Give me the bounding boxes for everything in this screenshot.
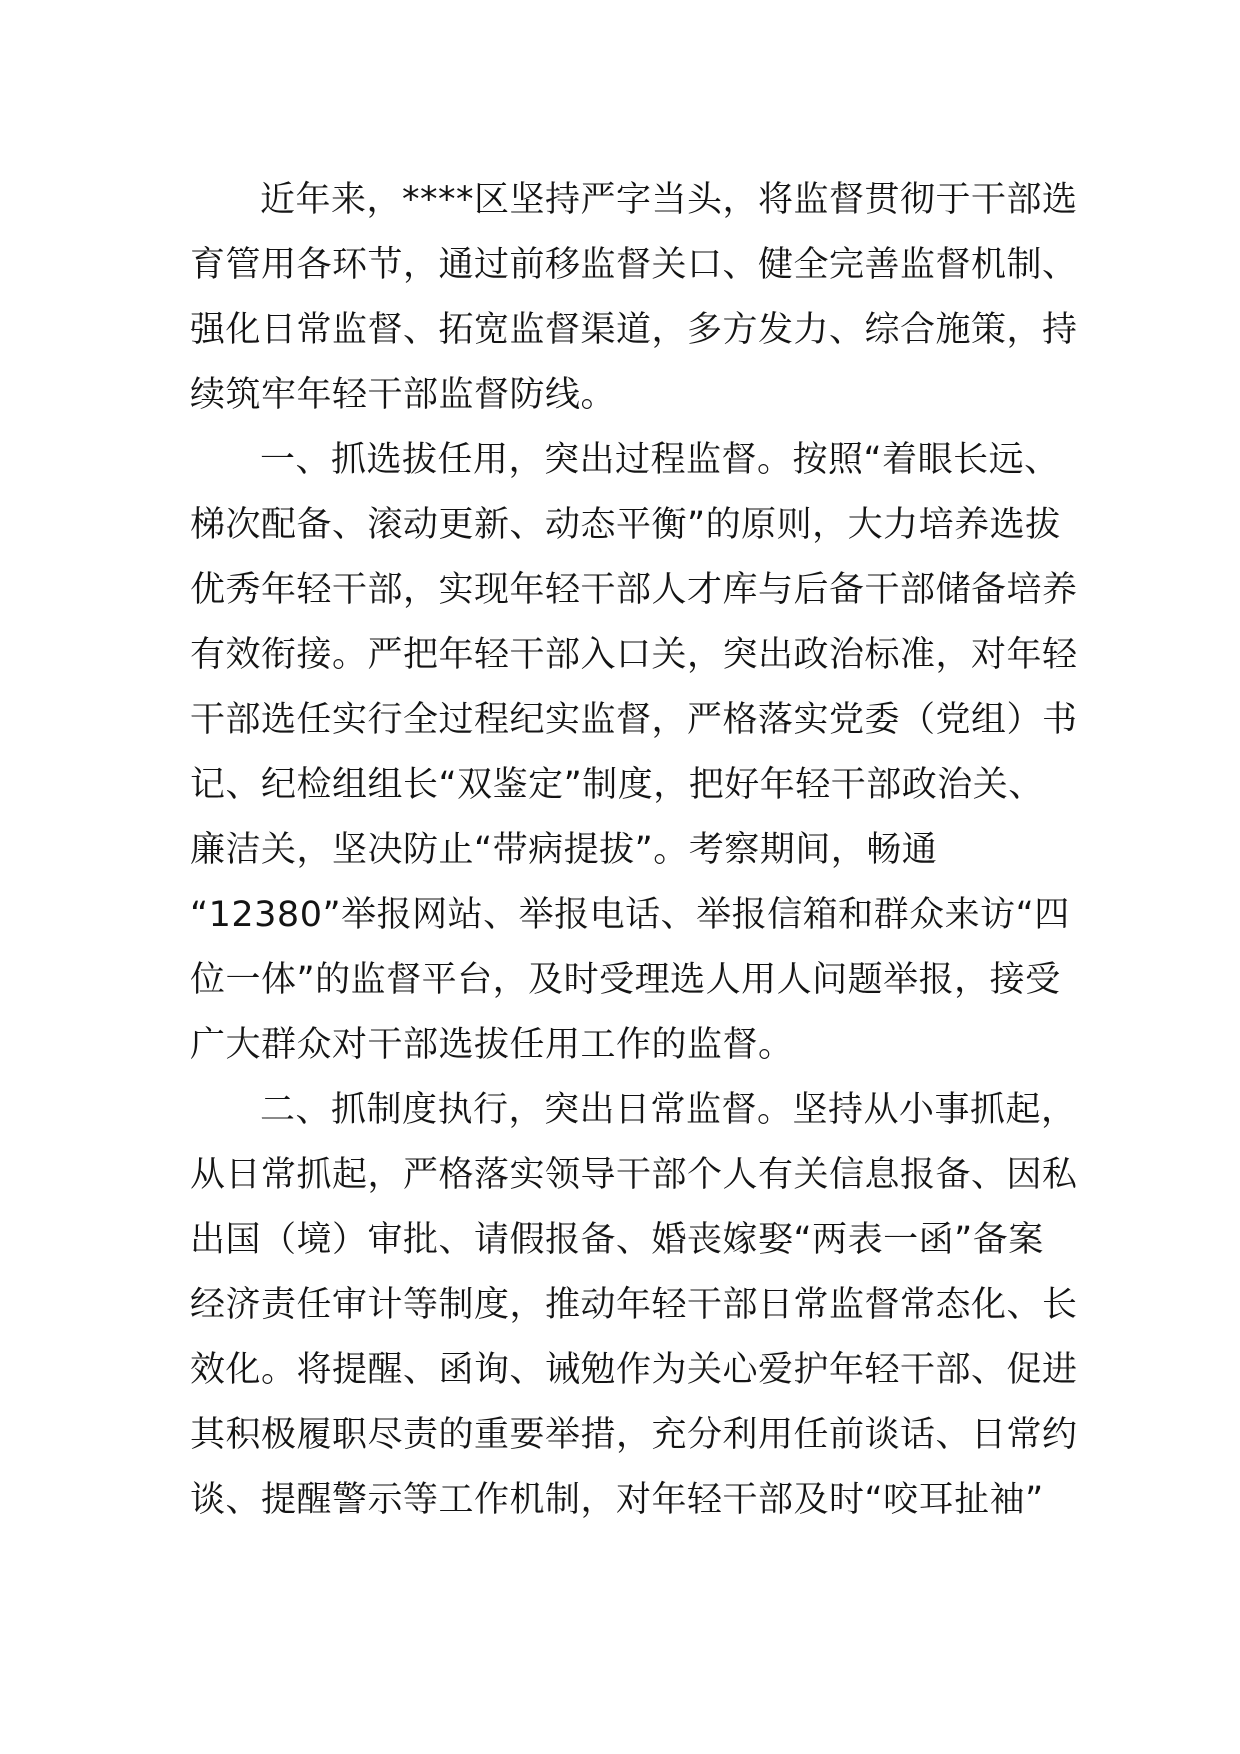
text-line: 强化日常监督、拓宽监督渠道，多方发力、综合施策，持 xyxy=(190,310,1078,350)
text-line: 其积极履职尽责的重要举措，充分利用任前谈话、日常约 xyxy=(190,1415,1078,1455)
text-line: 位一体”的监督平台，及时受理选人用人问题举报，接受 xyxy=(190,960,1061,1000)
text-line: “12380”举报网站、举报电话、举报信箱和群众来访“四 xyxy=(190,895,1070,935)
text-line: 续筑牢年轻干部监督防线。 xyxy=(190,375,617,415)
text-line: 经济责任审计等制度，推动年轻干部日常监督常态化、长 xyxy=(190,1285,1078,1325)
text-line: 广大群众对干部选拔任用工作的监督。 xyxy=(190,1025,794,1065)
text-line: 记、纪检组组长“双鉴定”制度，把好年轻干部政治关、 xyxy=(190,765,1044,805)
text-line: 近年来，****区坚持严字当头，将监督贯彻于干部选 xyxy=(260,180,1078,220)
text-line: 梯次配备、滚动更新、动态平衡”的原则，大力培养选拔 xyxy=(190,505,1061,545)
paragraph-section-2 xyxy=(190,1078,1078,1533)
text-line: 廉洁关，坚决防止“带病提拔”。考察期间，畅通 xyxy=(190,830,938,870)
text-line: 优秀年轻干部，实现年轻干部人才库与后备干部储备培养 xyxy=(190,570,1078,610)
text-line: 效化。将提醒、函询、诫勉作为关心爱护年轻干部、促进 xyxy=(190,1350,1078,1390)
paragraph-section-1 xyxy=(190,428,1078,1078)
text-line: 有效衔接。严把年轻干部入口关，突出政治标准，对年轻 xyxy=(190,635,1078,675)
text-line: 干部选任实行全过程纪实监督，严格落实党委（党组）书 xyxy=(190,700,1078,740)
text-line: 育管用各环节，通过前移监督关口、健全完善监督机制、 xyxy=(190,245,1078,285)
text-line: 一、抓选拔任用，突出过程监督。按照“着眼长远、 xyxy=(260,440,1060,480)
document-body xyxy=(190,168,1078,1533)
text-line: 出国（境）审批、请假报备、婚丧嫁娶“两表一函”备案 xyxy=(190,1220,1044,1260)
text-line: 谈、提醒警示等工作机制，对年轻干部及时“咬耳扯袖” xyxy=(190,1480,1044,1520)
paragraph-intro xyxy=(190,168,1078,428)
text-line: 从日常抓起，严格落实领导干部个人有关信息报备、因私 xyxy=(190,1155,1078,1195)
text-line: 二、抓制度执行，突出日常监督。坚持从小事抓起， xyxy=(260,1090,1077,1130)
